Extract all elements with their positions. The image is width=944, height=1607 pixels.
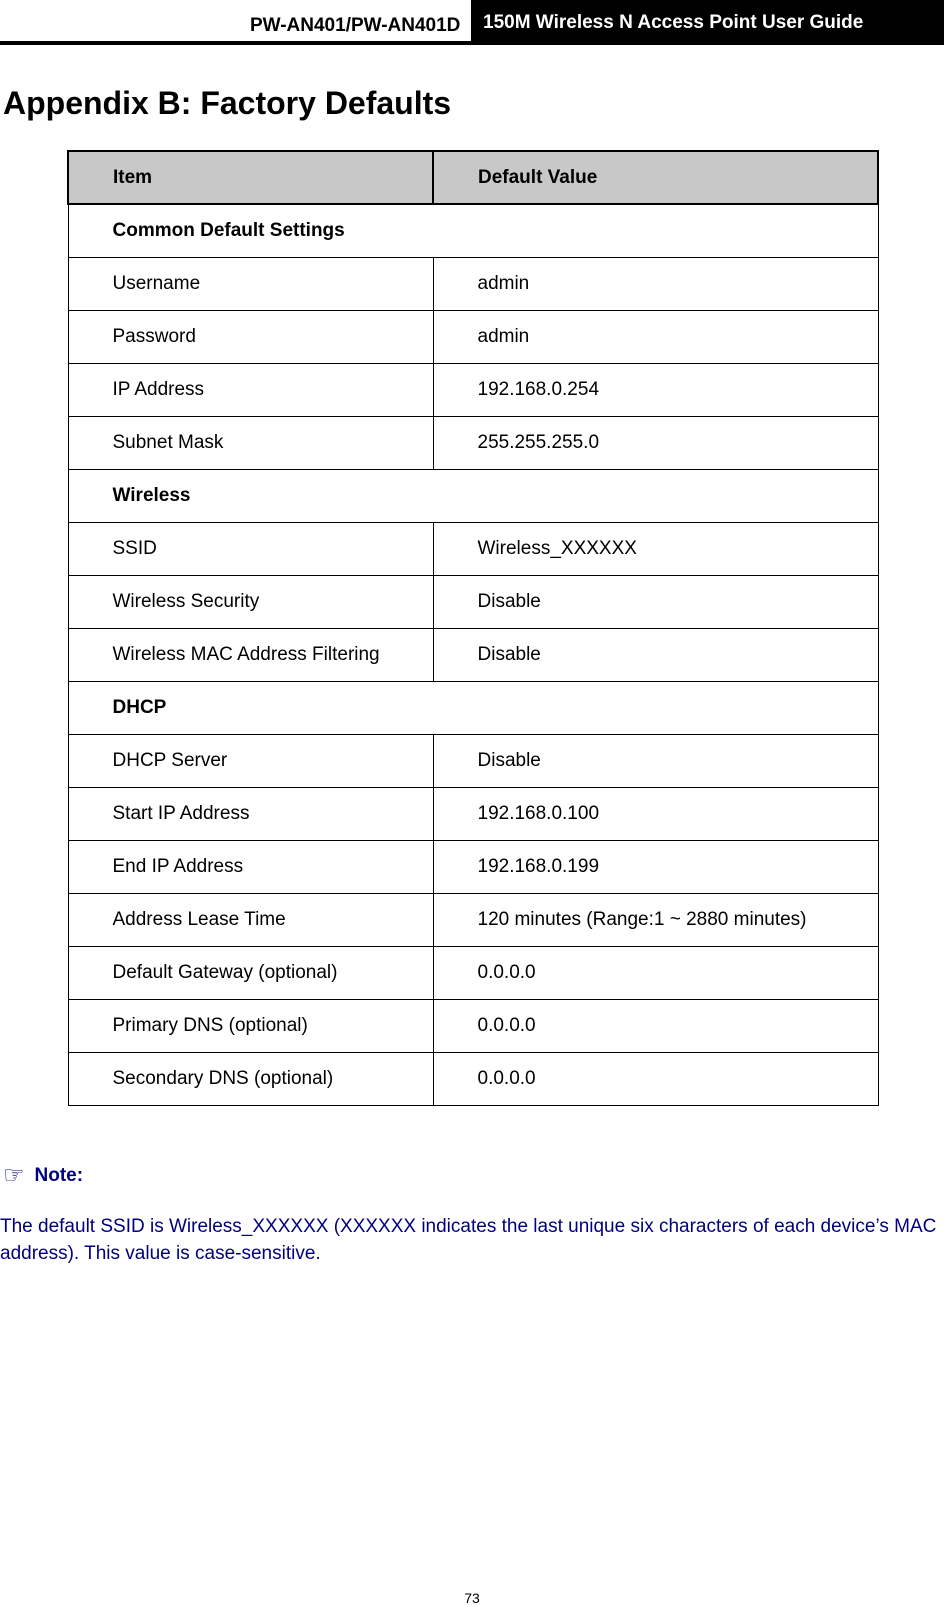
table-row	[68, 787, 878, 840]
setting-default-value: admin	[433, 310, 878, 363]
setting-default-value: 192.168.0.100	[433, 787, 878, 840]
note-heading	[3, 1163, 83, 1189]
table-row	[68, 522, 878, 575]
section-heading: Wireless	[68, 469, 878, 522]
setting-item: SSID	[68, 522, 433, 575]
page-title: Appendix B: Factory Defaults	[3, 85, 452, 121]
setting-item: Address Lease Time	[68, 893, 433, 946]
header-model-name: PW-AN401/PW-AN401D	[250, 15, 461, 36]
table-body	[68, 204, 878, 1105]
column-header-default-value: Default Value	[433, 151, 878, 204]
setting-item: Wireless MAC Address Filtering	[68, 628, 433, 681]
table-row	[68, 628, 878, 681]
table-row	[68, 363, 878, 416]
setting-default-value: 255.255.255.0	[433, 416, 878, 469]
setting-item: Subnet Mask	[68, 416, 433, 469]
section-heading: DHCP	[68, 681, 878, 734]
setting-default-value: Disable	[433, 628, 878, 681]
pointing-hand-icon: ☞	[3, 1162, 25, 1189]
setting-default-value: 0.0.0.0	[433, 1052, 878, 1105]
setting-default-value: 0.0.0.0	[433, 946, 878, 999]
header-guide-title: 150M Wireless N Access Point User Guide	[471, 0, 944, 42]
section-heading: Common Default Settings	[68, 204, 878, 257]
setting-item: Wireless Security	[68, 575, 433, 628]
table-section-row	[68, 681, 878, 734]
setting-item: Secondary DNS (optional)	[68, 1052, 433, 1105]
setting-default-value: Wireless_XXXXXX	[433, 522, 878, 575]
column-header-item: Item	[68, 151, 433, 204]
table-row	[68, 946, 878, 999]
note-text: The default SSID is Wireless_XXXXXX (XXXXXX indicates the last unique six characters of each device’s MAC address). This value is case-sensitive.	[0, 1216, 937, 1264]
setting-item: Start IP Address	[68, 787, 433, 840]
factory-defaults-table	[67, 150, 879, 1106]
setting-default-value: 0.0.0.0	[433, 999, 878, 1052]
table-section-row	[68, 469, 878, 522]
table-row	[68, 1052, 878, 1105]
setting-default-value: 192.168.0.254	[433, 363, 878, 416]
setting-default-value: Disable	[433, 575, 878, 628]
setting-item: Default Gateway (optional)	[68, 946, 433, 999]
table-row	[68, 257, 878, 310]
setting-item: Primary DNS (optional)	[68, 999, 433, 1052]
setting-item: IP Address	[68, 363, 433, 416]
setting-default-value: admin	[433, 257, 878, 310]
setting-item: DHCP Server	[68, 734, 433, 787]
table-row	[68, 416, 878, 469]
table-row	[68, 840, 878, 893]
table-row	[68, 893, 878, 946]
setting-default-value: Disable	[433, 734, 878, 787]
table-header-row	[68, 151, 878, 204]
setting-default-value: 192.168.0.199	[433, 840, 878, 893]
note-label: Note:	[34, 1165, 84, 1186]
table-row	[68, 575, 878, 628]
page-number: 73	[464, 1590, 480, 1606]
table-row	[68, 734, 878, 787]
setting-item: Password	[68, 310, 433, 363]
table-row	[68, 999, 878, 1052]
table-section-row	[68, 204, 878, 257]
setting-default-value: 120 minutes (Range:1 ~ 2880 minutes)	[433, 893, 878, 946]
setting-item: Username	[68, 257, 433, 310]
page-header	[0, 0, 944, 46]
header-divider	[0, 41, 944, 45]
table-row	[68, 310, 878, 363]
setting-item: End IP Address	[68, 840, 433, 893]
